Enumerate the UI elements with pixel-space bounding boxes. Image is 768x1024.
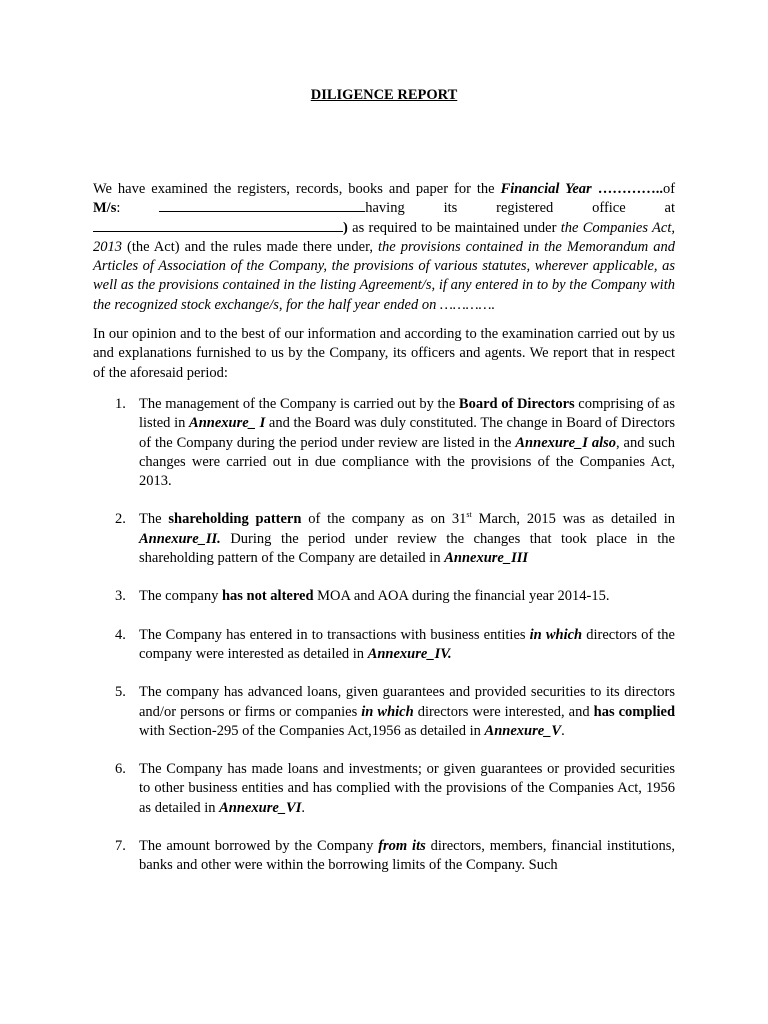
annexure-ref: Annexure_IV. [367, 645, 452, 662]
item-bold-italic: in which [361, 703, 414, 720]
item-bold-italic: in which [529, 626, 583, 643]
item-text: of the company as on 31 [301, 511, 467, 528]
item-bold: has not altered [221, 588, 314, 605]
list-item [93, 395, 675, 491]
item-text: directors of the company were interested as detailed in [139, 626, 675, 662]
intro-text-3: (the Act) and the rules made there under, [122, 238, 378, 255]
item-text: March, 2015 was as detailed in [471, 511, 675, 528]
list-item-number: 3. [115, 588, 126, 605]
list-item-number: 2. [115, 511, 126, 528]
item-text: with Section-295 of the Companies Act,1956 as detailed in [139, 722, 485, 739]
registered-office-blank [93, 219, 343, 232]
item-text: comprising of as listed in [139, 395, 675, 432]
item-text: . [301, 799, 305, 816]
item-text: directors were interested, and [413, 703, 594, 720]
item-text: . [561, 722, 565, 739]
item-text: The Company has entered in to transactions with business entities [139, 626, 530, 643]
item-bold: has complied [593, 703, 676, 720]
item-text: and the Board was duly constituted. The change in Board of Directors of the Company during the period under review are listed in the [139, 415, 675, 451]
intro-of: of [662, 181, 676, 197]
close-paren: ) [343, 219, 348, 236]
ordinal-suffix: st [466, 510, 472, 520]
companies-act-text: the Companies Act, 2013 [93, 219, 675, 255]
annexure-ref: Annexure_VI [219, 799, 302, 816]
item-text: directors, members, financial institutions, banks and other were within the borrowing limits of the Company. Such [139, 838, 676, 874]
list-item-number: 4. [115, 626, 126, 643]
item-text: The Company has made loans and investments; or given guarantees or provided securities to other business entities and has complied with the provisions of the Companies Act, 1956 as detailed in [139, 761, 675, 816]
intro-paragraph [93, 180, 675, 315]
list-item [93, 626, 675, 665]
list-item-number: 5. [115, 684, 126, 701]
list-item [93, 587, 675, 606]
item-bold: Board of Directors [458, 395, 575, 412]
item-text: The company [139, 588, 222, 605]
intro-colon: : [116, 200, 160, 217]
list-item [93, 760, 675, 818]
document-body [93, 180, 675, 895]
annexure-ref: Annexure_I also [515, 434, 617, 451]
provisions-text: the provisions contained in the Memorandum and Articles of Association of the Company, the provisions of various statutes, wherever applicable, as well as the provisions contained in the listing Agreement/s, if any entered in to by the Company with the recognized stock exchange/s, for the half year ended on …………. [93, 238, 676, 313]
item-text: , and such changes were carried out in due compliance with the provisions of the Companies Act, 2013. [139, 434, 675, 490]
intro-having: having its registered office at [365, 200, 676, 217]
item-text: The management of the Company is carried out by the [139, 395, 459, 412]
list-item [93, 510, 675, 568]
intro-text-1: We have examined the registers, records, books and paper for the [93, 181, 501, 197]
list-item [93, 837, 675, 876]
item-text: During the period under review the changes that took place in the shareholding pattern of the Company are detailed in [139, 530, 675, 567]
company-ms-label: M/s [93, 200, 117, 217]
intro-text-2: as required to be maintained under [347, 219, 561, 236]
report-points-list [93, 395, 675, 876]
item-text: MOA and AOA during the financial year 2014-15. [313, 588, 610, 605]
list-item-number: 1. [115, 395, 126, 412]
item-text: The [139, 511, 169, 528]
list-item-number: 6. [115, 761, 126, 778]
annexure-ref: Annexure_ I [189, 415, 266, 432]
item-text: The amount borrowed by the Company [139, 838, 379, 855]
list-item [93, 683, 675, 741]
financial-year-label: Financial Year [500, 181, 592, 197]
annexure-ref: Annexure_II. [139, 530, 221, 547]
document-title: DILIGENCE REPORT [310, 87, 458, 103]
financial-year-blank: ………….. [597, 181, 663, 197]
opinion-paragraph: In our opinion and to the best of our information and according to the examination carried out by us and explanations furnished to us by the Company, its officers and agents. We report that in respect of the aforesaid period: [93, 326, 675, 381]
item-bold-italic: from its [378, 838, 426, 855]
company-name-blank [159, 199, 365, 212]
annexure-ref: Annexure_III [444, 550, 529, 567]
item-text: The company has advanced loans, given guarantees and provided securities to its directors and/or persons or firms or companies [139, 684, 675, 720]
list-item-number: 7. [115, 838, 126, 855]
item-bold: shareholding pattern [168, 511, 302, 528]
annexure-ref: Annexure_V [484, 722, 562, 739]
